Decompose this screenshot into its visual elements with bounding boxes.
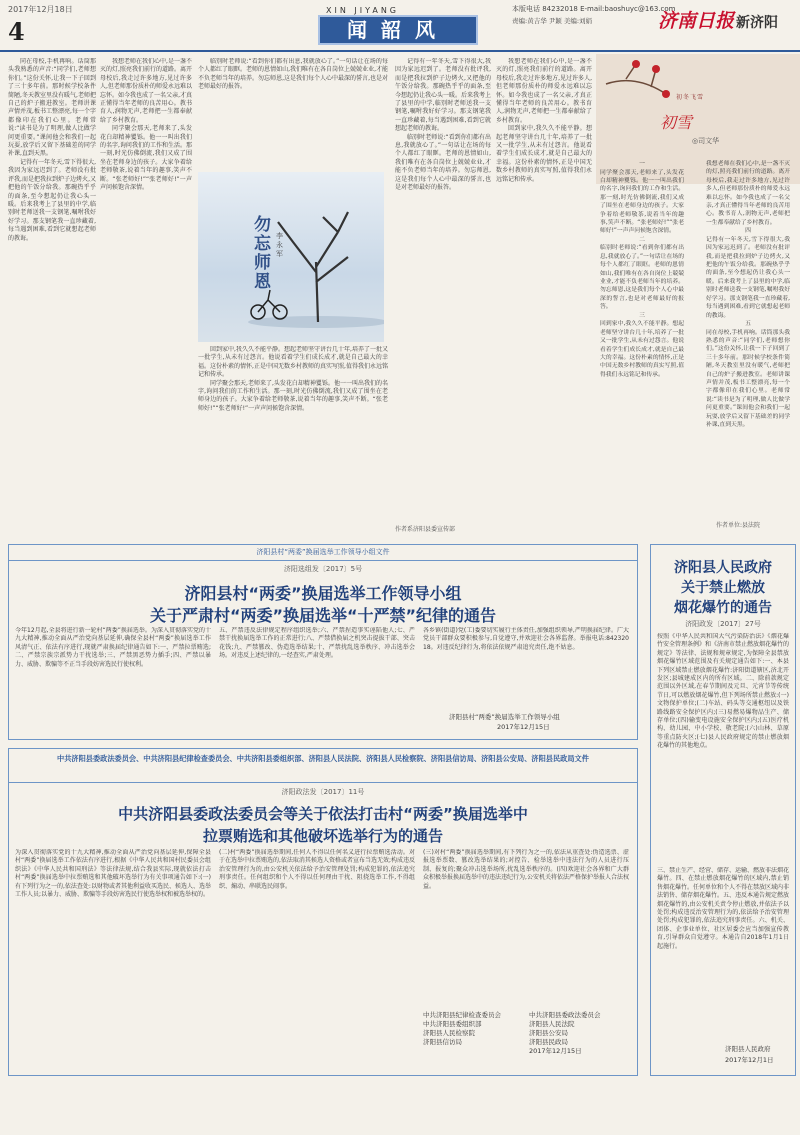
article-paragraph: 同学聚会那天,老师来了,头发花白却精神矍铄。他一一叫出我们的名字,询问我们的工作和生活。那一刻,时光仿佛倒流,我们又成了围坐在老师身边的孩子。大家争着给老师敬茶,说着当年的趣事,笑声不断。“张老师好!”“张老师好!”一声声问候饱含深情。 [198,379,388,412]
article-paragraph: 我想老师在我们心中,是一盏不灭的灯,照亮我们前行的道路。离开母校后,我走过许多地方,见过许多人,但老师那份质朴的师爱永远难以忘怀。如今我也成了一名父亲,才真正懂得当年老师的良苦用心。教书育人,润物无声,老师把一生都奉献给了乡村教育。 [496,58,592,124]
article-column-2 [100,58,192,518]
stanza-number: 二 [639,236,645,243]
notice2-column-3: (三)对村“两委”换届选举期间,有下列行为之一的,依法从重查处:伪造选票、虚报选举票数、篡改选举结果的;对控告、检举选举中违法行为的人员进行压制、报复的;聚众冲击选举场所,扰乱选举秩序的。(四)欢迎社会各界和广大群众积极举报换届选举中的违法违纪行为,公安机关将依法严格保护举报人合法权益。 [423,849,629,890]
stanza-number: 三 [639,312,645,319]
article-paragraph: 回到家中,我久久不能平静。想起老师坚守讲台几十年,培养了一批又一批学生,从未有过怨言。他说看着学生们成长成才,就是自己最大的幸福。这份朴素的情怀,正是中国无数乡村教师的真实写照,值得我们永远铭记和传承。 [496,125,592,183]
notice2-column-1: 为深入贯彻落实党的十九大精神,推动全面从严治党向基层延伸,保障全县村“两委”换届选举工作依法有序进行,根据《中华人民共和国村民委员会组织法》《中华人民共和国刑法》等法律法规,结合我县实际,现就依法打击村“两委”换届选举中拉票贿选和其他破坏选举行为有关事项通告如下:(一)有下列行为之一的,依法查处:以财物或者其他利益收买选民、候选人、选举工作人员;以暴力、威胁、欺骗等手段妨害选民行使选举权和被选举权的。 [15,849,211,899]
stanza-number: 四 [745,228,751,235]
article-paragraph: 临别时老师说:“看到你们都有出息,我就放心了。”一句话让在场的每个人都红了眼眶。老师的恩情如山,我们唯有在各自岗位上兢兢业业,才能不负老师当年的培养。勿忘师恩,这是我们每个人心中最深的誓言,也是对老师最好的报答。 [395,133,491,192]
stanza-number: 五 [745,320,751,327]
section-pinyin: XIN JIYANG [326,6,400,15]
signer: 济阳县人民法院 [529,1020,575,1028]
article-title: 勿忘师恩 [254,215,271,292]
article-author: 李永军 [276,232,283,258]
notice1-column-3: 各乡镇(街道)党(工)委要切实履行主体责任,加强组织领导,严明换届纪律。广大党员干部群众要积极参与,自觉遵守,并欢迎社会各界监督。举报电话:84232018。对违反纪律行为,将依法依规严肃追究责任,绝不姑息。 [423,627,629,651]
stanza-number: 一 [639,161,645,167]
notice2-signers-left [423,1011,501,1047]
poem-stanza: 我想老师在我们心中,是一盏不灭的灯,照亮我们前行的道路。离开母校后,我走过许多地方,见过许多人,但老师那份质朴的师爱永远难以忘怀。如今我也成了一名父亲,才真正懂得当年老师的良苦用心。教书育人,润物无声,老师把一生都奉献给了乡村教育。 [706,161,790,226]
poem-author: ◎司文华 [692,137,720,145]
notice3-body-1: 按照《中华人民共和国大气污染防治法》《烟花爆竹安全管理条例》和《济南市禁止燃放烟花爆竹的规定》等法律、法规和规章规定,为保障全县禁放烟花爆竹区域范围及有关规定通告如下:一、本县下列区域禁止燃放烟花爆竹:济阳街道辖区,济北开发区;县城建成区内的所有区域。二、除前款规定范围以外区域,在春节期间及元旦、元宵节等传统节日,可以燃放烟花爆竹,但下列场所禁止燃放:(一)文物保护单位;(二)车站、码头等交通枢纽以及铁路线路安全保护区内;(三)易燃易爆物品生产、储存单位;(四)输变电设施安全保护区内;(五)医疗机构、幼儿园、中小学校、敬老院;(六)山林、草原等重点防火区;(七)县人民政府规定的禁止燃放烟花爆竹的其他地点。 [657,633,789,750]
newspaper-logo [658,6,778,33]
article-column-3b [198,346,388,536]
notice-election-discipline [8,544,638,740]
poem-column-right [706,160,790,520]
header-rule [0,50,800,52]
article-paragraph: 记得有一年冬天,雪下得很大,我因为家远迟到了。老师没有批评我,而是把我拉到炉子边烤火,又把他的午饭分给我。那碗热乎乎的面条,至今想起仍让我心头一暖。后来我考上了县里的中学,临别时老师送我一支钢笔,嘱咐我好好学习。那支钢笔我一直珍藏着,每当遇到困难,看到它就想起老师的教诲。 [395,58,491,133]
signer: 中共济阳县委组织部 [423,1020,482,1028]
notice2-date: 2017年12月15日 [529,1047,582,1055]
signer: 中共济阳县委政法委员会 [529,1011,601,1019]
poem-stanza: 同学聚会那天,老师来了,头发花白却精神矍铄。他一一叫出我们的名字,询问我们的工作和生活。那一刻,时光仿佛倒流,我们又成了围坐在老师身边的孩子。大家争着给老师敬茶,说着当年的趣事,笑声不断。“张老师好!”“张老师好!”一声声问候饱含深情。 [600,169,684,235]
notice3-org: 济阳县人民政府 [674,560,772,576]
signer: 中共济阳县纪律检查委员会 [423,1011,501,1019]
notice2-signers-right [529,1011,601,1056]
article-paragraph: 同在母校,手机再响。话筒那头我熟悉的声音:“同学们,老师想你们。”这份关怀,让我一下子回到了三十多年前。那时候学校条件简陋,冬天教室里没有暖气,老师把自己的炉子搬进教室。老师讲课声情并茂,板书工整漂亮,每一个字都像印在我们心里。老师常说:“读书是为了明理,做人比做学问更重要。”课间他会和我们一起玩耍,放学后又留下基础差的同学补课,直到天黑。 [8,58,96,158]
logo-subtitle: 新济阳 [736,15,779,31]
article-paragraph: 回到家中,我久久不能平静。想起老师坚守讲台几十年,培养了一批又一批学生,从未有过怨言。他说看着学生们成长成才,就是自己最大的幸福。这份朴素的情怀,正是中国无数乡村教师的真实写照,值得我们永远铭记和传承。 [198,346,388,379]
article-paragraph: 记得有一年冬天,雪下得很大,我因为家远迟到了。老师没有批评我,而是把我拉到炉子边烤火,又把他的午饭分给我。那碗热乎乎的面条,至今想起仍让我心头一暖。后来我考上了县里的中学,临别时老师送我一支钢笔,嘱咐我好好学习。那支钢笔我一直珍藏着,每当遇到困难,看到它就想起老师的教诲。 [8,158,96,242]
article-paragraph: 临别时老师说:“看到你们都有出息,我就放心了。”一句话让在场的每个人都红了眼眶。老师的恩情如山,我们唯有在各自岗位上兢兢业业,才能不负老师当年的培养。勿忘师恩,这是我们每个人心中最深的誓言,也是对老师最好的报答。 [198,58,388,91]
notice1-signer: 济阳县村“两委”换届选举工作领导小组 [449,713,560,721]
notice3-signer: 济阳县人民政府 [725,1045,771,1053]
notice3-title-line1: 关于禁止燃放 [681,580,765,596]
article-column-5 [496,58,592,518]
notice2-title-line2: 拉票贿选和其他破坏选举行为的通告 [202,827,443,845]
poem-stanza: 记得有一年冬天,雪下得很大,我因为家远迟到了。老师没有批评我,而是把我拉到炉子边烤火,又把他的午饭分给我。那碗热乎乎的面条,至今想起仍让我心头一暖。后来我考上了县里的中学,临别时老师送我一支钢笔,嘱咐我好好学习。那支钢笔我一直珍藏着,每当遇到困难,看到它就想起老师的教诲。 [706,236,790,319]
notice-fireworks-ban [650,544,796,1076]
article-column-4 [395,58,491,518]
article-paragraph: 同学聚会那天,老师来了,头发花白却精神矍铄。他一一叫出我们的名字,询问我们的工作和生活。那一刻,时光仿佛倒流,我们又成了围坐在老师身边的孩子。大家争着给老师敬茶,说着当年的趣事,笑声不断。“张老师好!”“张老师好!”一声声问候饱含深情。 [100,125,192,192]
poem-stanza: 同在母校,手机再响。话筒那头我熟悉的声音:“同学们,老师想你们。”这份关怀,让我一下子回到了三十多年前。那时候学校条件简陋,冬天教室里没有暖气,老师把自己的炉子搬进教室。老师讲课声情并茂,板书工整漂亮,每一个字都像印在我们心里。老师常说:“读书是为了明理,做人比做学问更重要。”课间他会和我们一起玩耍,放学后又留下基础差的同学补课,直到天黑。 [706,329,790,428]
signer: 济阳县公安局 [529,1029,568,1037]
poem-stanza: 临别时老师说:“看到你们都有出息,我就放心了。”一句话让在场的每个人都红了眼眶。老师的恩情如山,我们唯有在各自岗位上兢兢业业,才能不负老师当年的培养。勿忘师恩,这是我们每个人心中最深的誓言,也是对老师最好的报答。 [600,245,684,311]
notice1-column-2: 五、严禁违反法律规定程序组织选举;六、严禁捏造事实诬陷他人;七、严禁干扰换届选举工作的正常进行;八、严禁借换届之机突击提拔干部、突击花钱;九、严禁篡改、伪造选举结果;十、严禁扰乱选举秩序、冲击选举会场。对违反上述纪律的,一经查实,严肃处理。 [219,627,415,660]
poem-season-tag: 初冬飞雪 [676,94,705,101]
article-paragraph: 我想老师在我们心中,是一盏不灭的灯,照亮我们前行的道路。离开母校后,我走过许多地方,见过许多人,但老师那份质朴的师爱永远难以忘怀。如今我也成了一名父亲,才真正懂得当年老师的良苦用心。教书育人,润物无声,老师把一生都奉献给了乡村教育。 [100,58,192,124]
logo-name: 济南日报 [658,10,735,32]
issue-date: 2017年12月18日 [8,5,73,14]
contact-line: 本版电话 84232018 E-mail:baoshuyc@163.com [512,5,676,13]
notice3-title-line2: 烟花爆竹的通告 [674,600,772,616]
notice1-title-line2: 关于严肃村“两委”换届选举“十严禁”纪律的通告 [149,606,497,625]
notice2-column-2: (二)村“两委”换届选举期间,任何人不得以任何名义进行拉票贿选活动。对于在选举中拉票贿选的,依法取消其候选人资格或者宣布当选无效;构成违反治安管理行为的,由公安机关依法给予治安管理处罚;构成犯罪的,依法追究刑事责任。任何组织和个人不得以任何理由干扰、阻挠选举工作,不得组织、煽动、串联选民闹事。 [219,849,415,890]
notice1-date: 2017年12月15日 [497,723,550,731]
poem-signoff: 作者单位:县法院 [716,522,761,529]
poem-stanza: 回到家中,我久久不能平静。想起老师坚守讲台几十年,培养了一批又一批学生,从未有过怨言。他说看着学生们成长成才,就是自己最大的幸福。这份朴素的情怀,正是中国无数乡村教师的真实写照,值得我们永远铭记和传承。 [600,321,684,378]
editors-line: 责编:黄吉华 尹颖 美编:刘娟 [512,17,593,25]
notice-anti-bribery [8,748,638,1076]
notice3-date: 2017年12月1日 [725,1056,774,1064]
notice1-column-1: 今年12月起,全县将进行新一轮村“两委”换届选举。为深入贯彻落实党的十九大精神,推动全面从严治党向基层延伸,确保全县村“两委”换届选举工作风清气正、依法有序进行,现就严肃换届纪律通告如下:一、严禁拉票贿选;二、严禁宗族宗派势力干扰选举;三、严禁黑恶势力插手;四、严禁以暴力、威胁、欺骗等不正当手段妨害选民行使权利。 [15,627,211,668]
article-column-3 [198,58,388,168]
poem-title: 初雪 [660,113,693,132]
signer: 济阳县人民检察院 [423,1029,475,1037]
article-illustration [198,172,384,342]
article-column-1 [8,58,96,518]
signer: 济阳县民政局 [529,1038,568,1046]
poem-column-left [600,160,684,520]
notice2-docnum: 济阳政法发〔2017〕11号 [281,788,365,796]
notice1-docnum: 济阳选组发〔2017〕5号 [283,565,363,573]
section-title: 闻韶风 [318,15,478,45]
tree-cyclist-illustration [198,172,384,342]
notice3-body-2: 三、禁止生产、经营、储存、运输、燃放非法烟花爆竹。四、在禁止燃放烟花爆竹的区域内,禁止销售烟花爆竹。任何单位和个人不得在禁放区域内非法销售、储存烟花爆竹。五、违反本通告规定燃放烟花爆竹的,由公安机关责令停止燃放,并依法予以处罚;构成违反治安管理行为的,依法给予治安管理处罚;构成犯罪的,依法追究刑事责任。六、机关、团体、企事业单位、社区居委会应当加强宣传教育,引导群众自觉遵守。本通告自2018年1月1日起施行。 [657,867,789,950]
article-tail: 作者系济阳县委宣传部 [395,526,456,533]
notice3-docnum: 济阳政发〔2017〕27号 [685,620,761,628]
notice1-header: 济阳县村“两委”换届选举工作领导小组文件 [9,545,637,561]
page-number: 4 [8,17,25,46]
notice1-title-line1: 济阳县村“两委”换届选举工作领导小组 [184,584,462,603]
notice2-title-line1: 中共济阳县委政法委员会等关于依法打击村“两委”换届选举中 [118,805,528,823]
notice2-header: 中共济阳县委政法委员会、中共济阳县纪律检查委员会、中共济阳县委组织部、济阳县人民法院、济阳县人民检察院、济阳县信访局、济阳县公安局、济阳县民政局文件 [9,749,637,783]
signer: 济阳县信访局 [423,1038,462,1046]
